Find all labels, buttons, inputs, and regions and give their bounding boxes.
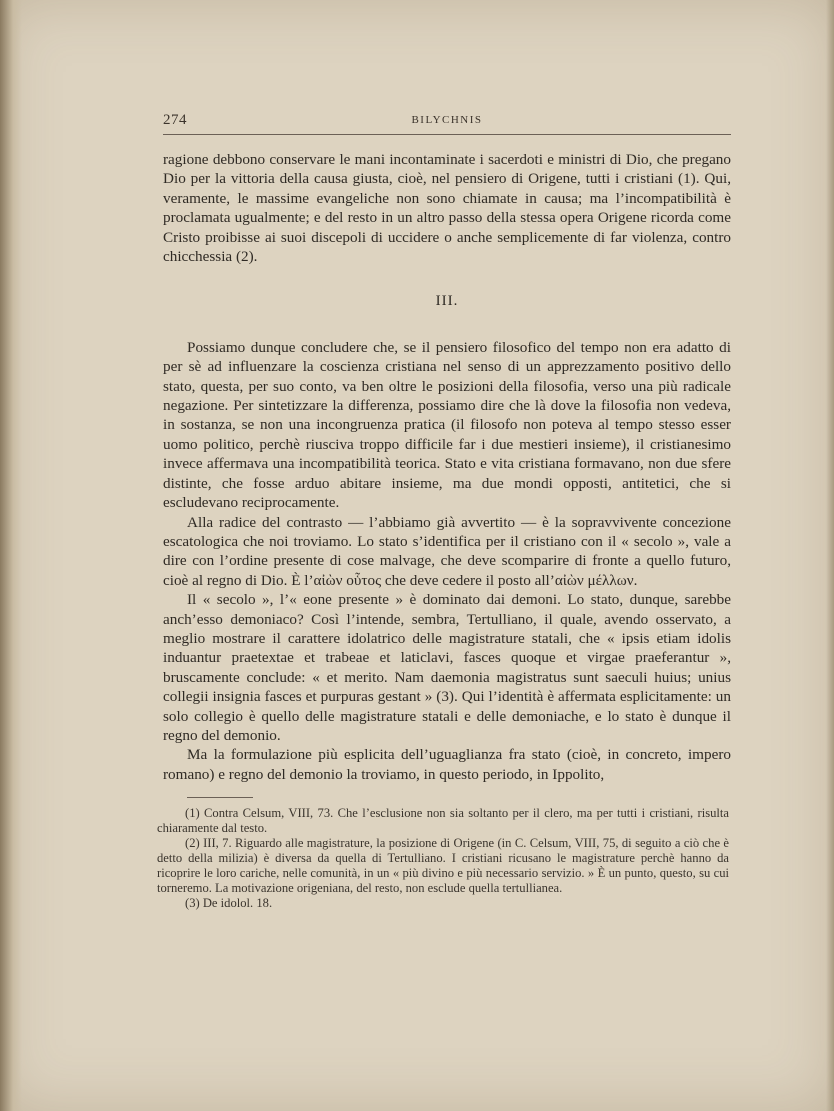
section-heading: III.: [435, 293, 459, 310]
footnote-rule: [187, 797, 253, 798]
paragraph-3: Alla radice del contrasto — l’abbiamo già avvertito — è la sopravvivente concezione escatologica che noi troviamo. Lo stato s’identifica per il cristiano con il « secolo », vale a dire con l’ordine presente di cose malvage, che deve scomparire di fronte a quello futuro, cioè al regno di Dio. È l’αἰὼν οὗτος che deve cedere il posto all’αἰὼν μέλλων.: [163, 513, 731, 589]
page-header: [163, 112, 731, 134]
footnotes: [157, 806, 729, 911]
paragraph-5: Ma la formulazione più esplicita dell’uguaglianza fra stato (cioè, in concreto, impero romano) e regno del demonio la troviamo, in questo periodo, in Ippolito,: [163, 746, 731, 783]
paragraph-4: Il « secolo », l’« eone presente » è dominato dai demoni. Lo stato, dunque, sarebbe anch’esso demoniaco? Così l’intende, sembra, Tertulliano, il quale, avendo osservato, a meglio mostrare il carattere idolatrico delle magistrature statali, che « ipsis etiam idolis induantur praetextae et trabeae et laticlavi, fasces quoque et virgae praeferantur », bruscamente conclude: « et merito. Nam daemonia magistratus sunt saeculi huius; unius collegii insignia fasces et purpuras gestant » (3). Qui l’identità è affermata esplicitamente: un solo collegio è quello delle magistrature statali e delle demoniache, e lo stato è dunque il regno del demonio.: [163, 591, 731, 744]
body-text: [163, 150, 731, 784]
footnote-2: (2) III, 7. Riguardo alle magistrature, la posizione di Origene (in C. Celsum, VIII, 75, di seguito a ciò che è detto della milizia) è diversa da quella di Tertulliano. I cristiani ricusano le magistrature perchè hanno da ricoprire le loro cariche, nelle comunità, in un « più divino e più necessario servizio. » È un punto, questo, su cui torneremo. La motivazione origeniana, del resto, non esclude quella tertullianea.: [157, 836, 729, 895]
footnote-3: (3) De idolol. 18.: [185, 896, 273, 910]
footnote-1: (1) Contra Celsum, VIII, 73. Che l’esclusione non sia soltanto per il clero, ma per tutti i cristiani, risulta chiaramente dal testo.: [157, 806, 729, 835]
header-rule: [163, 134, 731, 135]
paragraph-2: Possiamo dunque concludere che, se il pensiero filosofico del tempo non era adatto di per sè ad influenzare la coscienza cristiana nel senso di un apprezzamento positivo dello stato, questa, per suo conto, va ben oltre le posizioni della filosofia, verso una più radicale negazione. Per sintetizzare la differenza, possiamo dire che là dove la filosofia non vedeva, in sostanza, se non una incongruenza pratica (il filosofo non poteva al tempo stesso esser uomo politico, perchè riusciva troppo difficile far i due mestieri insieme), il cristianesimo invece affermava una incompatibilità teorica. Stato e vita cristiana formavano, non due sfere distinte, che fosse arduo abitare insieme, ma due mondi opposti, antitetici, che si escludevano reciprocamente.: [163, 338, 731, 512]
page-number: 274: [163, 112, 187, 128]
running-title: BILYCHNIS: [411, 114, 483, 126]
paragraph-1: ragione debbono conservare le mani incontaminate i sacerdoti e ministri di Dio, che pregano Dio per la vittoria della causa giusta, cioè, nel pensiero di Origene, tutti i cristiani (1). Qui, veramente, le massime evangeliche non sono chiamate in causa; ma l’incompatibilità è proclamata ugualmente; e del resto in un altro passo della stessa opera Origene ricorda come Cristo proibisse ai suoi discepoli di uccidere o anche semplicemente di far violenza, contro chicchessia (2).: [163, 151, 731, 266]
page-right-edge: [826, 0, 834, 1111]
page-left-edge: [0, 0, 22, 1111]
